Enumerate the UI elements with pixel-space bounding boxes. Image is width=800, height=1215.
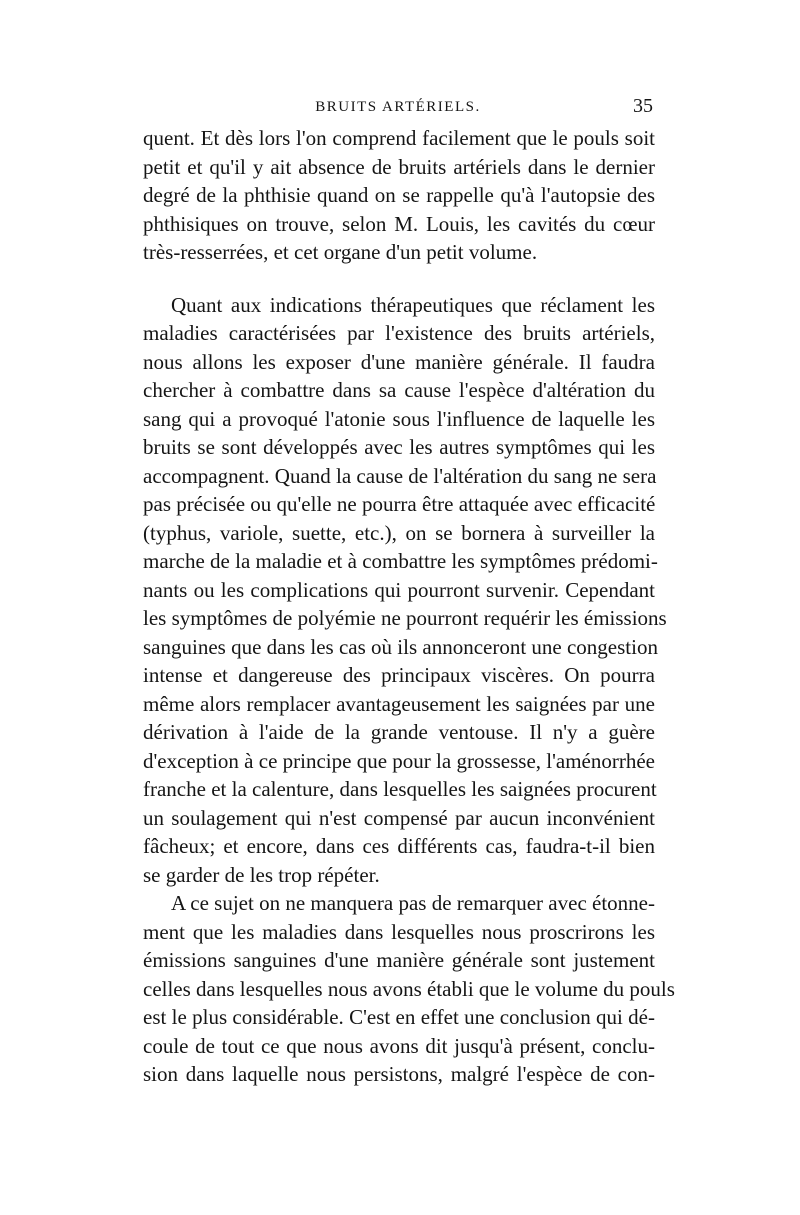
text-line: petit et qu'il y ait absence de bruits artériels dans le dernier [143,154,655,179]
text-line: émissions sanguines d'une manière générale sont justement [143,948,655,972]
page-number: 35 [633,95,653,117]
paragraph-1 [143,124,655,267]
text-line: très-resserrées, et cet organe d'un petit volume. [143,240,538,264]
text-line: sang qui a provoqué l'atonie sous l'influence de laquelle les [143,406,655,431]
text-line: coule de tout ce que nous avons dit jusqu'à présent, conclu- [143,1033,655,1058]
text-line: même alors remplacer avantageusement les saignées par une [143,691,655,716]
running-title: BRUITS ARTÉRIELS. [315,99,481,115]
text-line: sion dans laquelle nous persistons, malgré l'espèce de con- [143,1062,655,1086]
paragraph-2 [143,291,667,890]
text-line: bruits se sont développés avec les autres symptômes qui les [143,435,655,459]
text-line: sanguines que dans les cas où ils annonceront une congestion [143,634,658,659]
text-line: nous allons les exposer d'une manière générale. Il faudra [143,349,655,374]
text-line: accompagnent. Quand la cause de l'altération du sang ne sera [143,463,657,488]
text-line: (typhus, variole, suette, etc.), on se bornera à surveiller la [143,520,655,545]
running-head [143,95,653,121]
text-line: marche de la maladie et à combattre les symptômes prédomi- [143,549,658,573]
text-line: se garder de les trop répéter. [143,862,380,887]
text-line: phthisiques on trouve, selon M. Louis, les cavités du cœur [143,211,655,236]
text-line: celles dans lesquelles nous avons établi que le volume du pouls [143,976,675,1001]
text-line: A ce sujet on ne manquera pas de remarquer avec étonne- [171,891,655,915]
text-line: pas précisée ou qu'elle ne pourra être attaquée avec efficacité [143,492,656,516]
text-line: ment que les maladies dans lesquelles nous proscrirons les [143,919,655,944]
text-line: maladies caractérisées par l'existence des bruits artériels, [143,321,655,345]
paragraph-gap [143,267,655,291]
text-line: intense et dangereuse des principaux viscères. On pourra [143,663,655,687]
text-line: dérivation à l'aide de la grande ventouse. Il n'y a guère [143,720,655,744]
body-text [143,124,675,1089]
paragraph-3 [143,889,675,1089]
text-line: Quant aux indications thérapeutiques que réclament les [171,292,655,317]
text-line: les symptômes de polyémie ne pourront requérir les émissions [143,606,667,630]
text-line: fâcheux; et encore, dans ces différents cas, faudra-t-il bien [143,834,655,858]
text-line: franche et la calenture, dans lesquelles les saignées procurent [143,777,657,801]
text-line: degré de la phthisie quand on se rappelle qu'à l'autopsie des [143,183,655,207]
text-line: d'exception à ce principe que pour la grossesse, l'aménorrhée [143,748,655,773]
text-line: est le plus considérable. C'est en effet une conclusion qui dé- [143,1005,655,1029]
text-line: un soulagement qui n'est compensé par aucun inconvénient [143,805,655,830]
text-line: quent. Et dès lors l'on comprend facilement que le pouls soit [143,126,655,150]
text-line: chercher à combattre dans sa cause l'espèce d'altération du [143,378,655,402]
text-line: nants ou les complications qui pourront survenir. Cependant [143,577,655,602]
